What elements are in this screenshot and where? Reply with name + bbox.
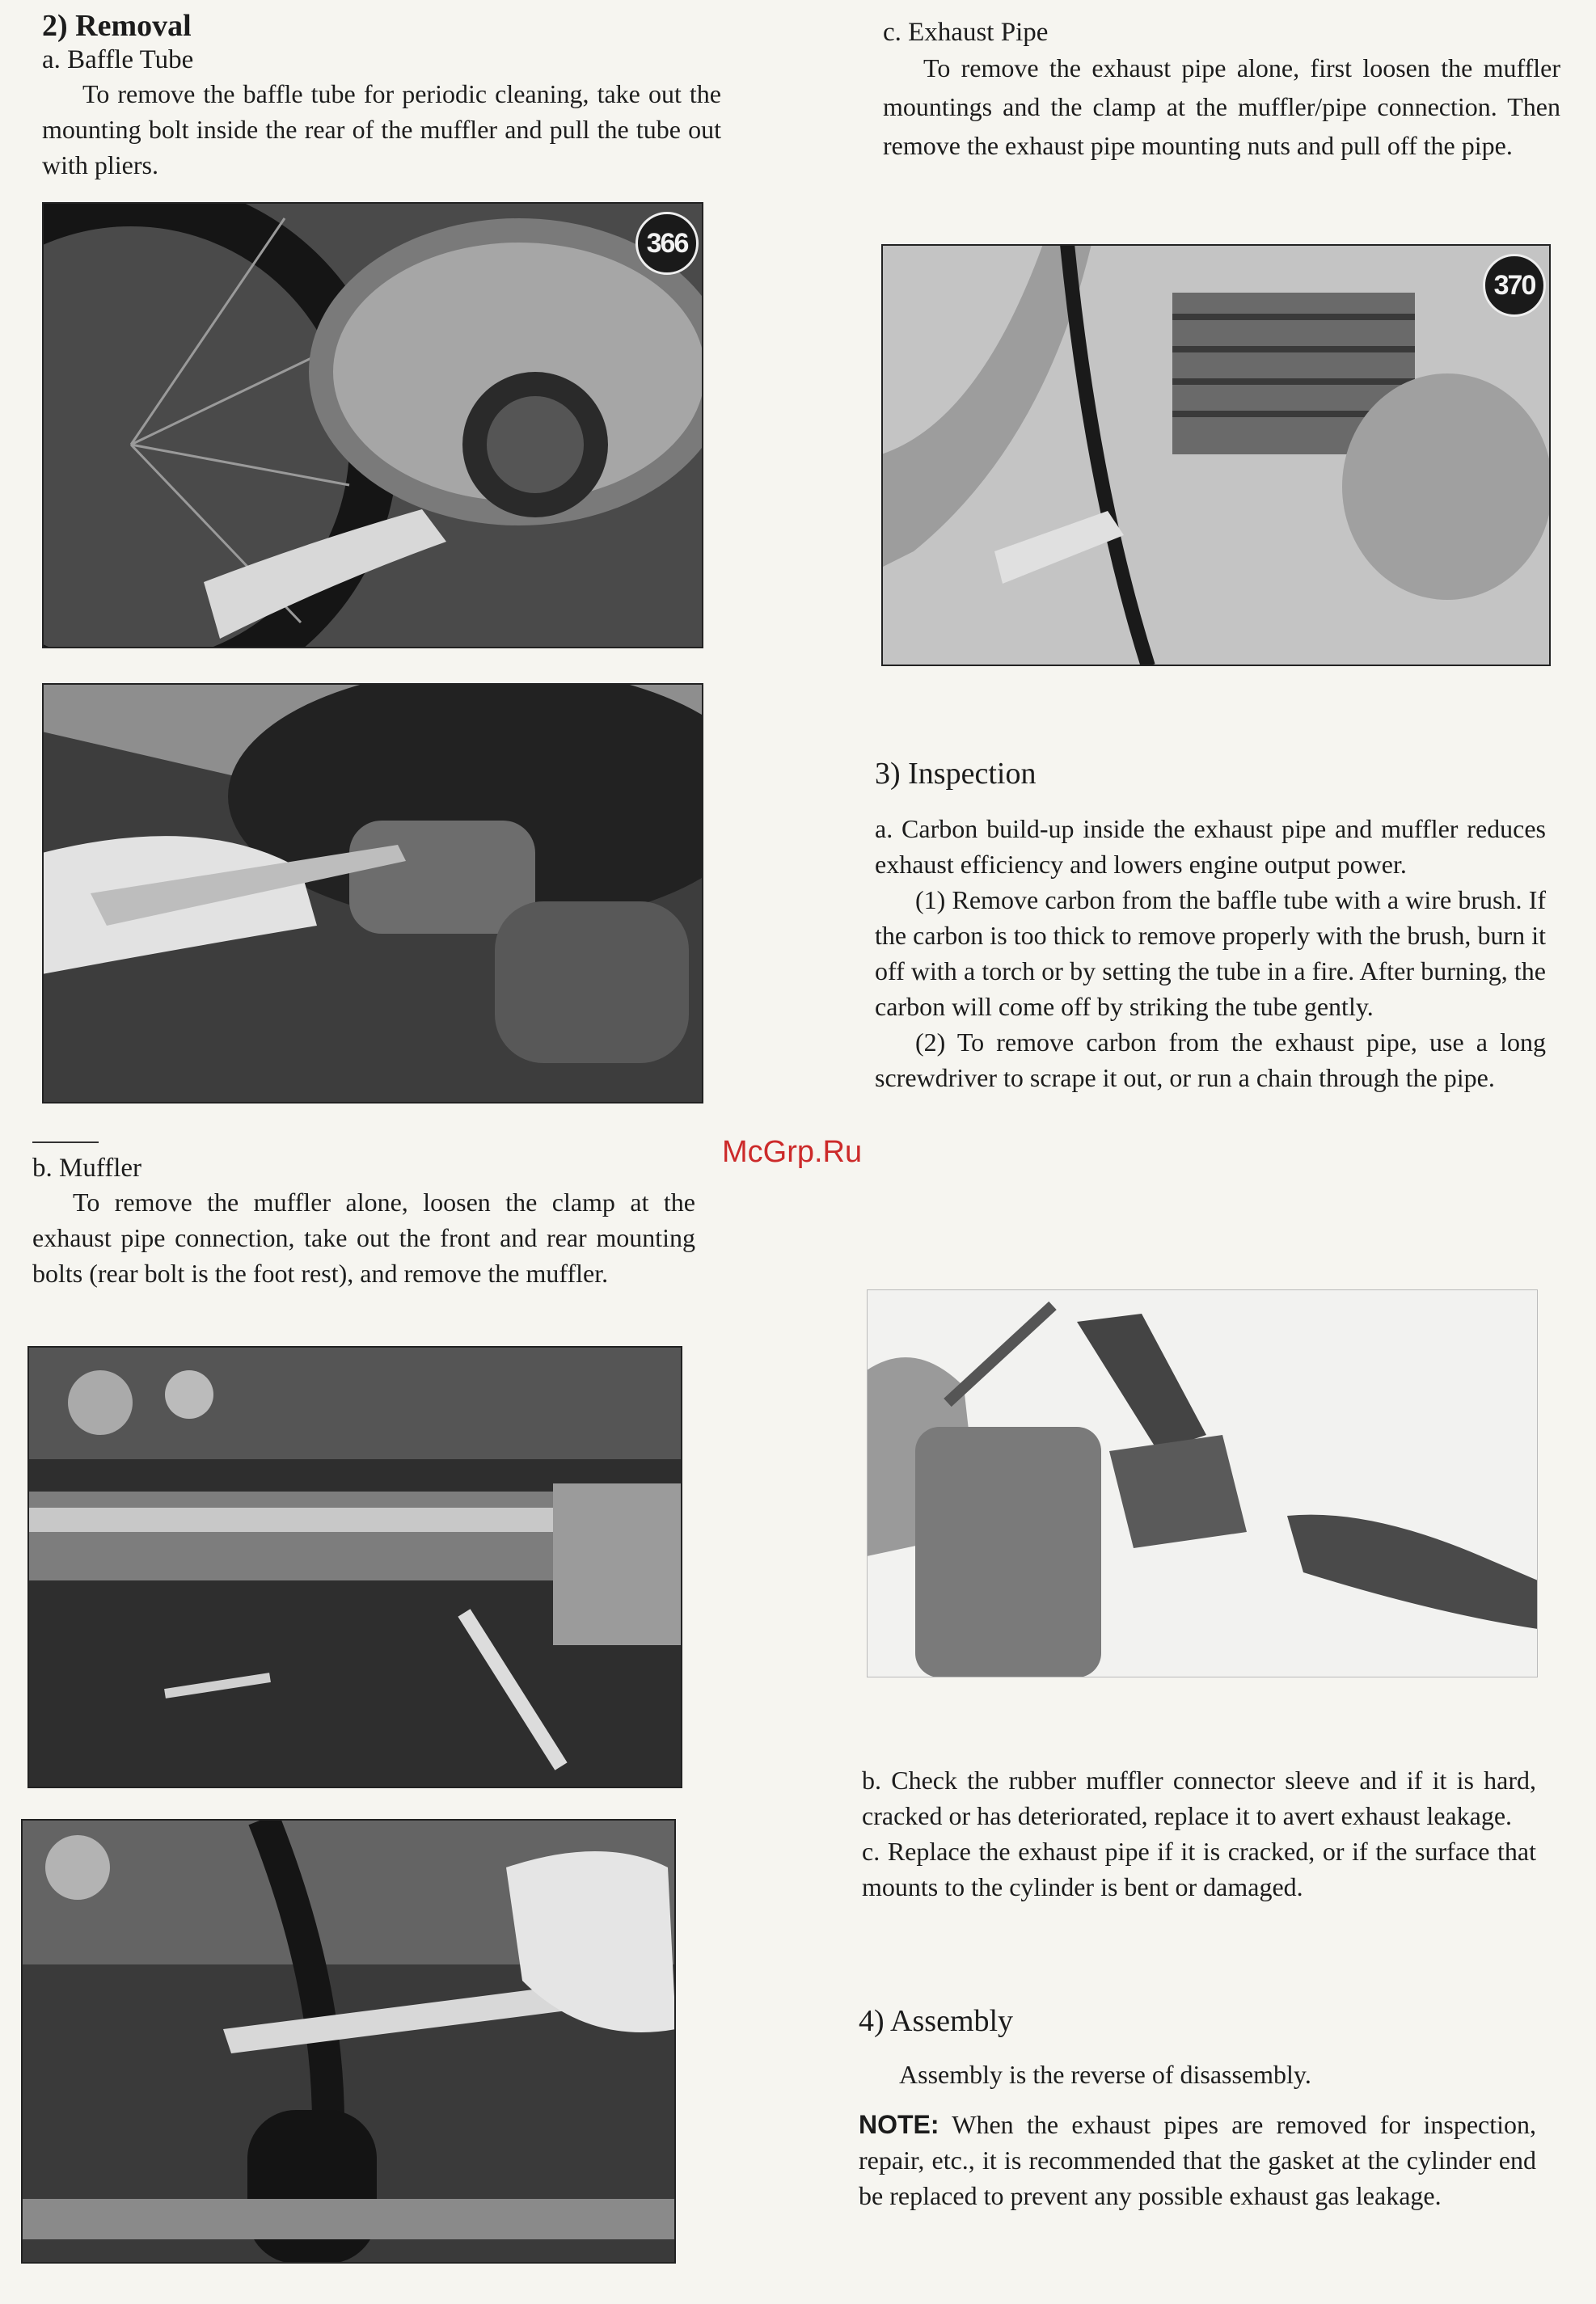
divider-rule bbox=[32, 1141, 99, 1143]
removal-heading: 2) Removal bbox=[42, 9, 192, 43]
inspection-heading: 3) Inspection bbox=[875, 757, 1037, 791]
assembly-section bbox=[859, 2003, 1536, 2213]
baffle-tube-heading: a. Baffle Tube bbox=[42, 45, 194, 74]
muffler-text: To remove the muffler alone, loosen the clamp at the exhaust pipe connection, take out the front and rear mounting bolts (rear bolt is the foot rest), and remove the muffler. bbox=[32, 1188, 695, 1288]
note-text: When the exhaust pipes are removed for inspection, repair, etc., it is recommended that the gasket at the cylinder end be replaced to prevent any possible exhaust gas leakage. bbox=[859, 2110, 1536, 2210]
inspection-c-text: c. Replace the exhaust pipe if it is cracked, or if the surface that mounts to the cylinder is bent or damaged. bbox=[862, 1837, 1536, 1901]
figure-number-366: 366 bbox=[635, 212, 699, 275]
exhaust-pipe-heading: c. Exhaust Pipe bbox=[883, 18, 1049, 47]
photo-baffle-torch bbox=[867, 1289, 1538, 1677]
note-label: NOTE: bbox=[859, 2110, 939, 2139]
inspection-b-text: b. Check the rubber muffler connector sleeve and if it is hard, cracked or has deteriorated, replace it to avert exhaust leakage. bbox=[862, 1766, 1536, 1830]
inspection-a2-text: (2) To remove carbon from the exhaust pipe, use a long screwdriver to scrape it out, or run a chain through the pipe. bbox=[875, 1028, 1546, 1092]
muffler-section bbox=[32, 1152, 695, 1291]
baffle-tube-text: To remove the baffle tube for periodic cleaning, take out the mounting bolt inside the rear of the muffler and pull the tube out with pliers. bbox=[42, 79, 721, 179]
inspection-bc-section bbox=[862, 1762, 1536, 1905]
watermark: McGrp.Ru bbox=[722, 1135, 863, 1169]
inspection-a1-text: (1) Remove carbon from the baffle tube with a wire brush. If the carbon is too thick to remove properly with the brush, burn it off with a torch or by setting the tube in a fire. After burning, the carbon will come off by striking the tube gently. bbox=[875, 885, 1546, 1021]
photo-muffler-bolts bbox=[27, 1346, 682, 1788]
exhaust-pipe-section bbox=[883, 16, 1560, 165]
photo-exhaust-pipe-370 bbox=[881, 244, 1551, 666]
inspection-a-text: a. Carbon build-up inside the exhaust pipe and muffler reduces exhaust efficiency and lowers engine output power. bbox=[875, 814, 1546, 879]
muffler-heading: b. Muffler bbox=[32, 1154, 142, 1183]
inspection-section bbox=[875, 756, 1546, 1095]
assembly-heading: 4) Assembly bbox=[859, 2004, 1014, 2038]
figure-number-370: 370 bbox=[1483, 254, 1546, 317]
assembly-text: Assembly is the reverse of disassembly. bbox=[899, 2060, 1311, 2089]
photo-baffle-tube-366 bbox=[42, 202, 703, 648]
note-paragraph bbox=[859, 2107, 1536, 2213]
exhaust-pipe-text: To remove the exhaust pipe alone, first loosen the muffler mountings and the clamp at the muffler/pipe connection. Then remove the exhaust pipe mounting nuts and pull off the pipe. bbox=[883, 53, 1560, 160]
left-column bbox=[42, 8, 721, 183]
photo-baffle-pliers bbox=[42, 683, 703, 1103]
photo-muffler-footrest bbox=[21, 1819, 676, 2264]
